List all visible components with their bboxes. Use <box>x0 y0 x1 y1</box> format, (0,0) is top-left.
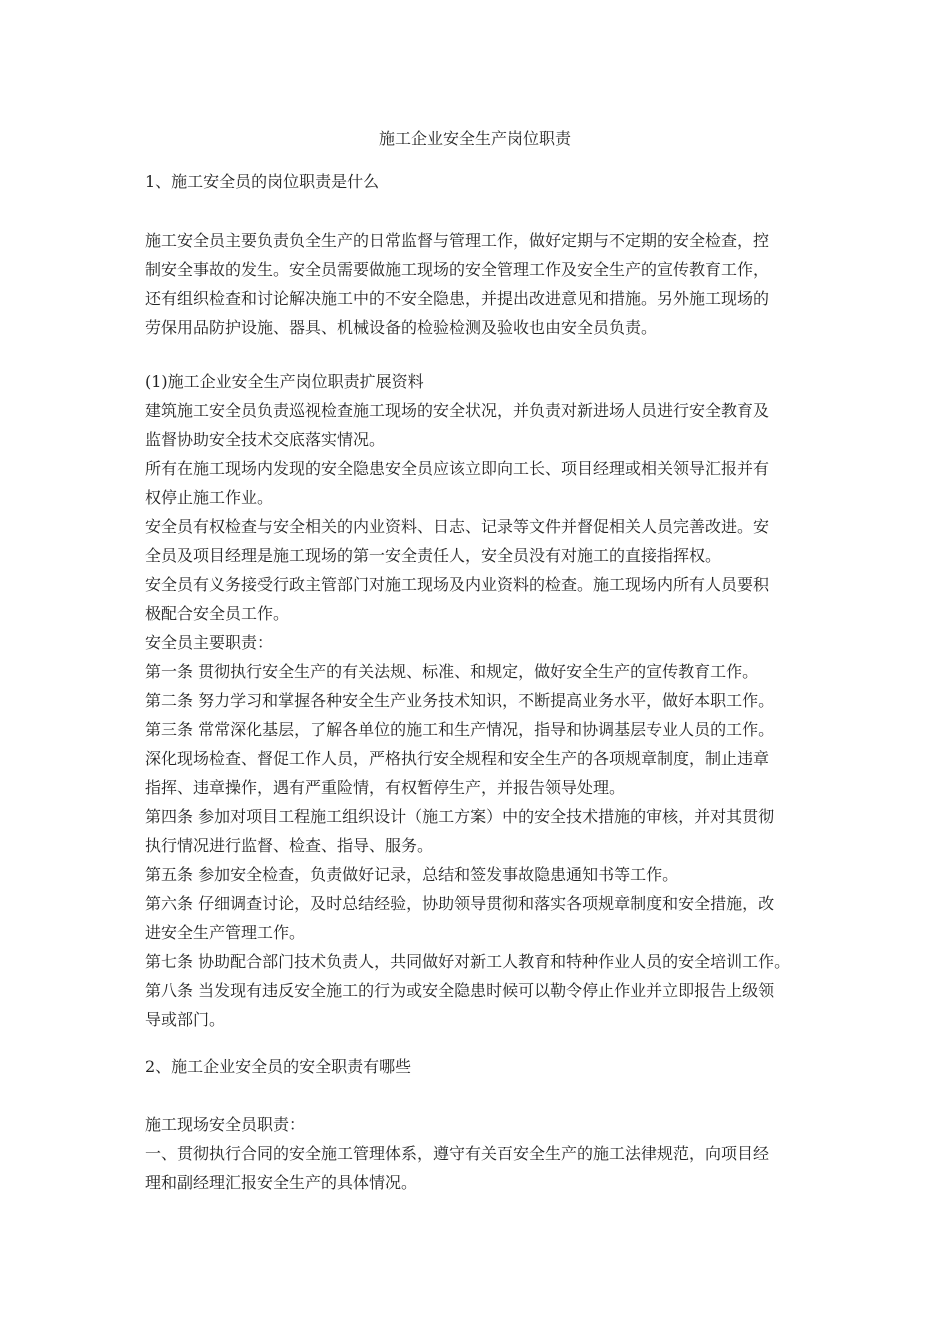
text-line: 导或部门。 <box>145 1010 226 1029</box>
text-line: 所有在施工现场内发现的安全隐患安全员应该立即向工长、项目经理或相关领导汇报并有 <box>145 459 770 478</box>
section-2-heading: 2、施工企业安全员的安全职责有哪些 <box>145 1057 412 1076</box>
text-line: 进安全生产管理工作。 <box>145 923 306 942</box>
section-2-paragraph <box>145 1110 815 1197</box>
text-line: 指挥、违章操作，遇有严重险情，有权暂停生产，并报告领导处理。 <box>145 778 626 797</box>
text-line: 安全员有义务接受行政主管部门对施工现场及内业资料的检查。施工现场内所有人员要积 <box>145 575 770 594</box>
text-line: 理和副经理汇报安全生产的具体情况。 <box>145 1173 418 1192</box>
text-line: 施工安全员主要负责负全生产的日常监督与管理工作，做好定期与不定期的安全检查，控 <box>145 231 770 250</box>
text-line: (1)施工企业安全生产岗位职责扩展资料 <box>145 372 424 391</box>
text-line: 制安全事故的发生。安全员需要做施工现场的安全管理工作及安全生产的宣传教育工作， <box>145 260 770 279</box>
section-1-extended-paragraph <box>145 367 815 1034</box>
text-line: 安全员有权检查与安全相关的内业资料、日志、记录等文件并督促相关人员完善改进。安 <box>145 517 770 536</box>
text-line: 全员及项目经理是施工现场的第一安全责任人，安全员没有对施工的直接指挥权。 <box>145 546 722 565</box>
text-line: 还有组织检查和讨论解决施工中的不安全隐患，并提出改进意见和措施。另外施工现场的 <box>145 289 770 308</box>
text-line: 第八条 当发现有违反安全施工的行为或安全隐患时候可以勒令停止作业并立即报告上级领 <box>145 981 775 1000</box>
text-line: 监督协助安全技术交底落实情况。 <box>145 430 386 449</box>
text-line: 极配合安全员工作。 <box>145 604 290 623</box>
text-line: 执行情况进行监督、检查、指导、服务。 <box>145 836 434 855</box>
text-line: 第六条 仔细调查讨论，及时总结经验，协助领导贯彻和落实各项规章制度和安全措施，改 <box>145 894 775 913</box>
text-line: 一、贯彻执行合同的安全施工管理体系，遵守有关百安全生产的施工法律规范，向项目经 <box>145 1144 770 1163</box>
text-line: 安全员主要职责： <box>145 633 274 652</box>
text-line: 权停止施工作业。 <box>145 488 274 507</box>
text-line: 施工现场安全员职责： <box>145 1115 306 1134</box>
text-line: 第三条 常常深化基层，了解各单位的施工和生产情况，指导和协调基层专业人员的工作。 <box>145 720 775 739</box>
text-line: 劳保用品防护设施、器具、机械设备的检验检测及验收也由安全员负责。 <box>145 318 658 337</box>
text-line: 第七条 协助配合部门技术负责人，共同做好对新工人教育和特种作业人员的安全培训工作。 <box>145 952 791 971</box>
text-line: 建筑施工安全员负责巡视检查施工现场的安全状况，并负责对新进场人员进行安全教育及 <box>145 401 770 420</box>
section-1-heading: 1、施工安全员的岗位职责是什么 <box>145 172 380 191</box>
document-title: 施工企业安全生产岗位职责 <box>378 129 571 148</box>
text-line: 第四条 参加对项目工程施工组织设计（施工方案）中的安全技术措施的审核，并对其贯彻 <box>145 807 775 826</box>
text-line: 第一条 贯彻执行安全生产的有关法规、标准、和规定，做好安全生产的宣传教育工作。 <box>145 662 759 681</box>
text-line: 深化现场检查、督促工作人员，严格执行安全规程和安全生产的各项规章制度，制止违章 <box>145 749 770 768</box>
text-line: 第五条 参加安全检查，负责做好记录，总结和签发事故隐患通知书等工作。 <box>145 865 679 884</box>
section-1-intro-paragraph <box>145 226 815 342</box>
text-line: 第二条 努力学习和掌握各种安全生产业务技术知识，不断提高业务水平，做好本职工作。 <box>145 691 775 710</box>
